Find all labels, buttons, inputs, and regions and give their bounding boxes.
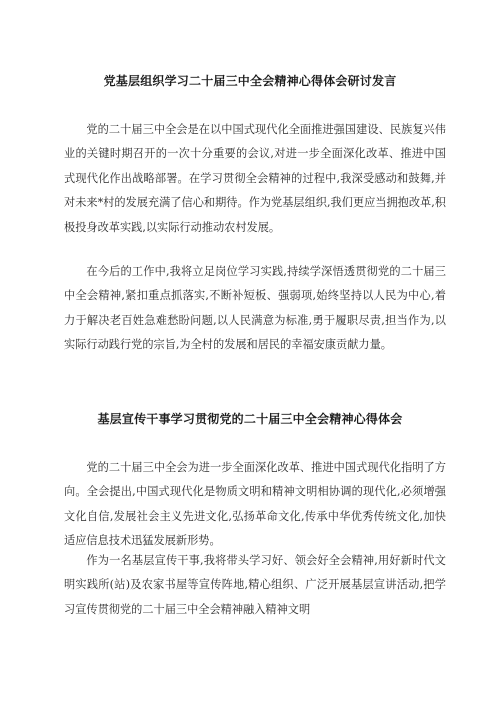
section-2-paragraph-1: 党的二十届三中全会为进一步全面深化改革、推进中国式现代化指明了方向。全会提出,中国式现代化是物质文明和精神文明相协调的现代化,必须增强文化自信,发展社会主义先进文化,弘扬革命文化,传承中华优秀传统文化,加快适应信息技术迅猛发展新形势。 — [64, 461, 446, 548]
section-title-1: 党基层组织学习二十届三中全会精神心得体会研讨发言 — [103, 74, 397, 88]
section-2-paragraph-2: 作为一名基层宣传干事,我将带头学习好、领会好全会精神,用好新时代文明实践所(站)及农家书屋等宣传阵地,精心组织、广泛开展基层宣讲活动,把学习宣传贯彻党的二十届三中全会精神融入精神文明 — [64, 554, 446, 616]
section-1-paragraph-1: 党的二十届三中全会是在以中国式现代化全面推进强国建设、民族复兴伟业的关键时期召开的一次十分重要的会议,对进一步全面深化改革、推进中国式现代化作出战略部署。在学习贯彻全会精神的过程中,我深受感动和鼓舞,并对未来*村的发展充满了信心和期待。作为党基层组织,我们更应当拥抱改革,积极投身改革实践,以实际行动推动农村发展。 — [64, 123, 446, 234]
section-1-paragraph-2: 在今后的工作中,我将立足岗位学习实践,持续学深悟透贯彻党的二十届三中全会精神,紧扣重点抓落实,不断补短板、强弱项,始终坚持以人民为中心,着力于解决老百姓急难愁盼问题,以人民满意为标准,勇于履职尽责,担当作为,以实际行动践行党的宗旨,为全村的发展和居民的幸福安康贡献力量。 — [64, 265, 446, 352]
section-title-2: 基层宣传干事学习贯彻党的二十届三中全会精神心得体会 — [97, 412, 403, 426]
